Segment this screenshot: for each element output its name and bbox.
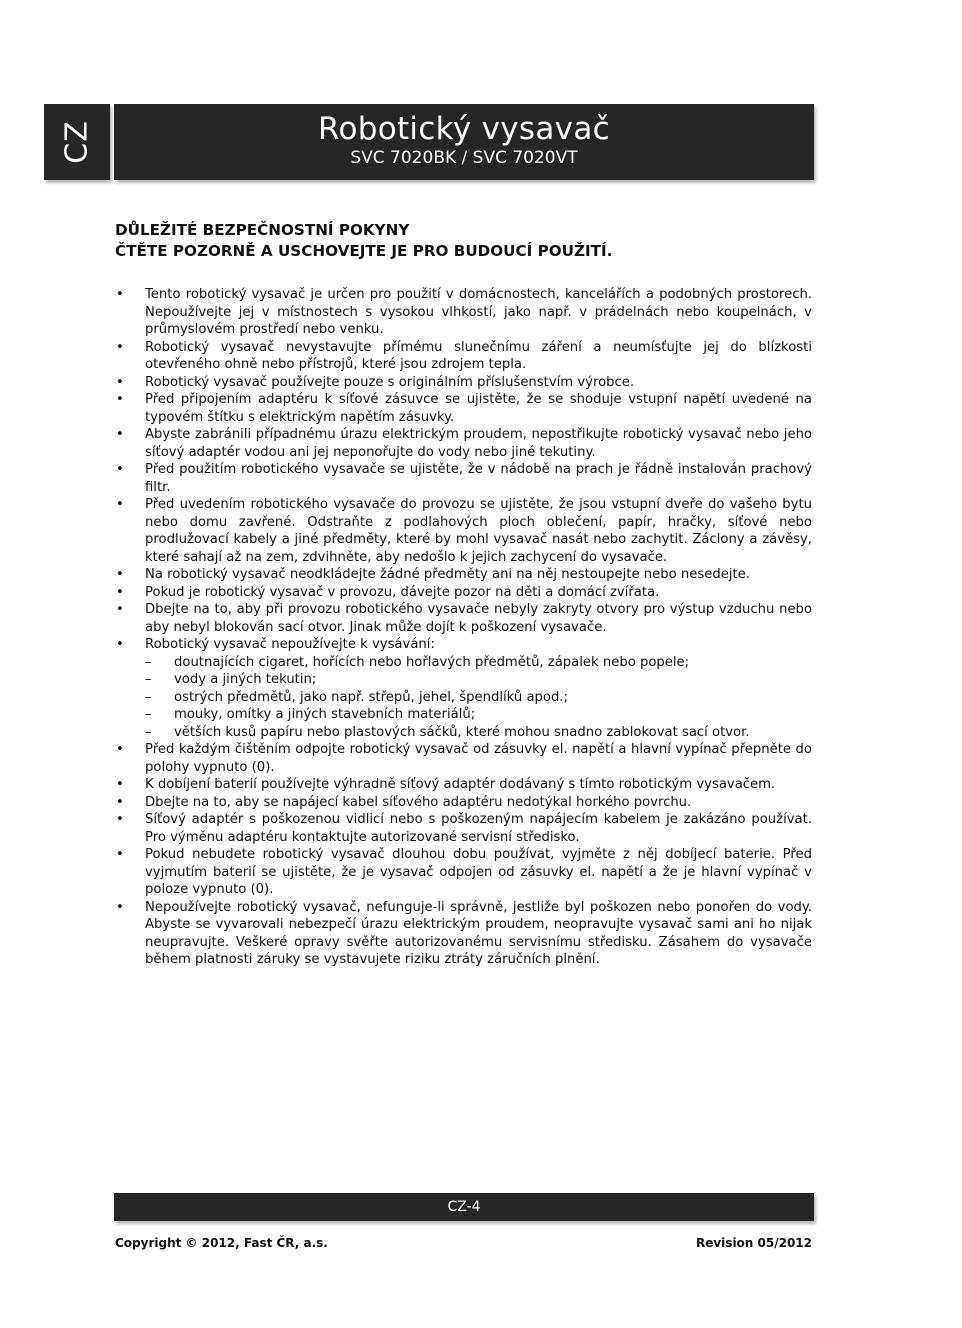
bullet-icon: • xyxy=(116,392,124,407)
list-item: • Před každým čištěním odpojte robotický vysavač od zásuvky el. napětí a hlavní vypínač přepněte do polohy vypnuto (0). xyxy=(116,742,812,775)
list-item: • K dobíjení baterií používejte výhradně síťový adaptér dodávaný s tímto robotickým vysavačem. xyxy=(116,777,776,792)
bullet-icon: • xyxy=(116,584,124,600)
sub-list xyxy=(145,654,812,742)
list-item: • Abyste zabránili případnému úrazu elektrickým proudem, nepostřikujte robotický vysavač nebo jeho síťový adaptér vodou ani jej neponořujte do vody nebo jiné tekutiny. xyxy=(116,427,812,460)
page-title: Robotický vysavač xyxy=(318,111,610,147)
bullet-icon: • xyxy=(116,287,124,302)
sub-list-item: – ostrých předmětů, jako např. střepů, jehel, špendlíků apod.; xyxy=(145,689,568,705)
bullet-icon: • xyxy=(116,742,124,757)
bullet-icon: • xyxy=(116,777,124,792)
list-item: • Robotický vysavač nepoužívejte k vysávání: – doutnajících cigaret, hořících nebo hořlavých předmětů, zápalek nebo popele; – vody a jiných tekutin; – ostrých předmětů, jako např. střepů, jehel, špendlíků apod.; – mouky, omítky a jiných stavebních materiálů; – větších kusů papíru nebo plastových sáčků, které mohou snadno zablokovat sací otvor. xyxy=(115,636,812,741)
dash-icon: – xyxy=(145,689,152,705)
list-item: • Tento robotický vysavač je určen pro použití v domácnostech, kancelářích a podobných prostorech. Nepoužívejte jej v místnostech s vysokou vlhkostí, jako např. v prádelnách nebo koupelnách, v průmyslovém prostředí nebo venku. xyxy=(116,287,812,337)
dash-icon: – xyxy=(145,724,152,740)
list-item: • Pokud je robotický vysavač v provozu, dávejte pozor na děti a domácí zvířata. xyxy=(116,584,660,600)
language-label: CZ xyxy=(59,120,95,164)
bullet-icon: • xyxy=(116,794,124,810)
list-item: • Robotický vysavač nevystavujte přímému slunečnímu záření a neumísťujte jej do blízkosti otevřeného ohně nebo přístrojů, které jsou zdrojem tepla. xyxy=(116,339,812,372)
sub-list-item: – větších kusů papíru nebo plastových sáčků, které mohou snadno zablokovat sací otvor. xyxy=(145,724,750,740)
list-item: • Pokud nebudete robotický vysavač dlouhou dobu používat, vyjměte z něj dobíjecí baterie. Před vyjmutím baterií se ujistěte, že je vysavač odpojen od zásuvky el. napětí a že je hlavní vypínač v poloze vypnuto (0). xyxy=(116,847,812,897)
bullet-icon: • xyxy=(116,497,124,512)
safety-heading xyxy=(115,220,815,262)
list-item: • Dbejte na to, aby při provozu robotického vysavače nebyly zakryty otvory pro výstup vzduchu nebo aby nebyl blokován sací otvor. Jinak může dojít k poškození vysavače. xyxy=(116,602,812,635)
bullet-icon: • xyxy=(116,899,124,915)
dash-icon: – xyxy=(145,707,152,722)
page-number: CZ-4 xyxy=(447,1199,481,1215)
revision-text: Revision 05/2012 xyxy=(695,1236,812,1250)
bullet-icon: • xyxy=(116,812,124,827)
bullet-list xyxy=(115,286,812,969)
bullet-icon: • xyxy=(116,339,124,355)
sub-list-item: – doutnajících cigaret, hořících nebo hořlavých předmětů, zápalek nebo popele; xyxy=(145,654,690,670)
bullet-icon: • xyxy=(116,637,124,652)
list-item: • Před použitím robotického vysavače se ujistěte, že v nádobě na prach je řádně instalován prachový filtr. xyxy=(116,462,812,495)
list-item: • Dbejte na to, aby se napájecí kabel síťového adaptéru nedotýkal horkého povrchu. xyxy=(116,794,692,810)
language-tab xyxy=(44,104,110,180)
dash-icon: – xyxy=(145,654,152,670)
bullet-icon: • xyxy=(116,567,124,582)
list-item: • Síťový adaptér s poškozenou vidlicí nebo s poškozeným napájecím kabelem je zakázáno používat. Pro výměnu adaptéru kontaktujte autorizované servisní středisko. xyxy=(116,812,812,845)
copyright-text: Copyright © 2012, Fast ČR, a.s. xyxy=(115,1236,328,1250)
bullet-icon: • xyxy=(116,427,124,442)
bullet-icon: • xyxy=(116,462,124,477)
safety-instructions xyxy=(115,286,812,969)
heading-line-2: ČTĚTE POZORNĚ A USCHOVEJTE JE PRO BUDOUCÍ POUŽITÍ. xyxy=(115,242,613,260)
bullet-icon: • xyxy=(116,847,124,862)
bullet-icon: • xyxy=(116,602,124,617)
list-item: • Před uvedením robotického vysavače do provozu se ujistěte, že jsou vstupní dveře do vašeho bytu nebo domu zavřené. Odstraňte z podlahových ploch oblečení, papír, hračky, síťové nebo prodlužovací kabely a jiné předměty, které by mohl vysavač nasát nebo zachytit. Záclony a závěsy, které sahají až na zem, zdvihněte, aby nedošlo k jejich zachycení do vysavače. xyxy=(116,497,812,565)
model-numbers: SVC 7020BK / SVC 7020VT xyxy=(350,148,578,168)
sub-list-item: – mouky, omítky a jiných stavebních materiálů; xyxy=(145,707,476,722)
page-number-bar xyxy=(114,1193,814,1221)
list-item: • Nepoužívejte robotický vysavač, nefunguje-li správně, jestliže byl poškozen nebo ponořen do vody. Abyste se vyvarovali nebezpečí úrazu elektrickým proudem, neopravujte vysavač sami ani ho nijak neupravujte. Veškeré opravy svěřte autorizovanému servisnímu středisku. Zásahem do vysavače během platnosti záruky se vystavujete riziku ztráty záručních plnění. xyxy=(116,899,812,967)
sub-list-item: – vody a jiných tekutin; xyxy=(145,672,317,687)
dash-icon: – xyxy=(145,672,152,687)
list-item: • Na robotický vysavač neodkládejte žádné předměty ani na něj nestoupejte nebo nesedejte. xyxy=(116,567,750,582)
list-item: • Robotický vysavač používejte pouze s originálním příslušenstvím výrobce. xyxy=(116,374,635,390)
title-bar xyxy=(114,104,814,180)
bullet-icon: • xyxy=(116,374,124,390)
list-item: • Před připojením adaptéru k síťové zásuvce se ujistěte, že se shoduje vstupní napětí uvedené na typovém štítku s elektrickým napětím zásuvky. xyxy=(116,392,812,425)
heading-line-1: DŮLEŽITÉ BEZPEČNOSTNÍ POKYNY xyxy=(115,221,410,239)
